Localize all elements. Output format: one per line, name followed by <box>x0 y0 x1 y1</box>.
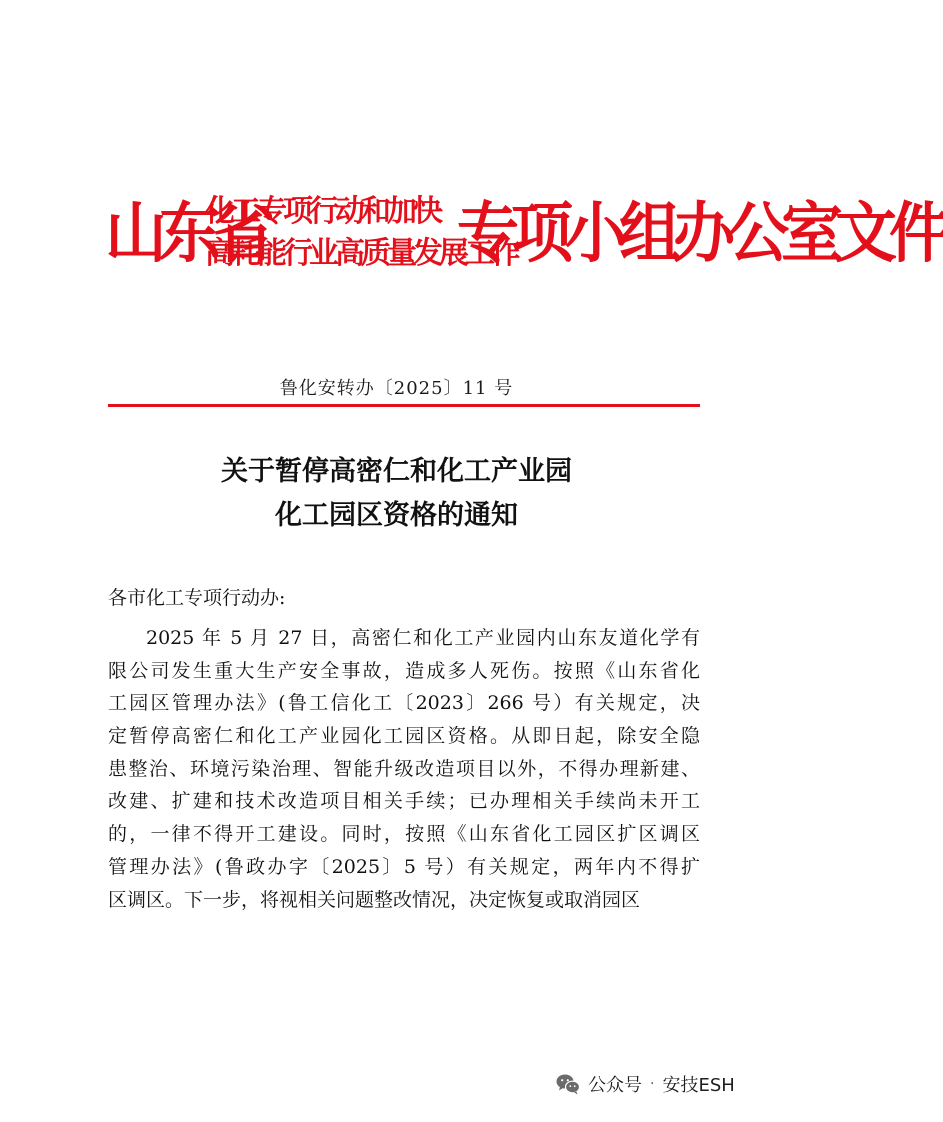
body-line: 改建、扩建和技术改造项目相关手续；已办理相关手续尚未开工 <box>108 790 700 813</box>
wechat-icon <box>556 1073 580 1095</box>
body-line: 工园区管理办法》(鲁工信化工〔2023〕266 号）有关规定，决 <box>108 692 700 715</box>
masthead-office-stack <box>205 191 517 275</box>
masthead-document-type: 专项小组办公室文件 <box>457 194 943 272</box>
document-number: 鲁化安转办〔2025〕11 号 <box>279 378 514 399</box>
title-line-1: 关于暂停高密仁和化工产业园 <box>221 456 572 487</box>
notice-body <box>108 622 700 916</box>
notice-title <box>0 450 793 538</box>
body-line: 区调区。下一步，将视相关问题整改情况，决定恢复或取消园区 <box>108 888 641 911</box>
salutation: 各市化工专项行动办: <box>108 587 286 609</box>
body-line: 管理办法》(鲁政办字〔2025〕5 号）有关规定，两年内不得扩 <box>108 855 700 878</box>
title-line-2: 化工园区资格的通知 <box>275 500 518 531</box>
watermark-label: 公众号 <box>588 1075 642 1096</box>
masthead-line-2: 高耗能行业高质量发展工作 <box>205 236 517 271</box>
masthead-province: 山东省 <box>105 194 268 272</box>
wechat-watermark <box>556 1071 735 1097</box>
body-line: 定暂停高密仁和化工产业园化工园区资格。从即日起，除安全隐 <box>108 725 700 748</box>
body-line: 限公司发生重大生产安全事故，造成多人死伤。按照《山东省化 <box>108 659 700 682</box>
body-line: 患整治、环境污染治理、智能升级改造项目以外，不得办理新建、 <box>108 757 700 780</box>
body-line: 的，一律不得开工建设。同时，按照《山东省化工园区扩区调区 <box>108 823 700 846</box>
masthead-line-1: 化工专项行动和加快 <box>205 194 439 229</box>
red-masthead <box>105 185 943 281</box>
watermark-separator: · <box>650 1076 655 1092</box>
body-line: 2025 年 5 月 27 日，高密仁和化工产业园内山东友道化学有 <box>146 627 700 649</box>
watermark-account: 安技ESH <box>662 1075 735 1096</box>
red-divider-line <box>108 404 700 407</box>
